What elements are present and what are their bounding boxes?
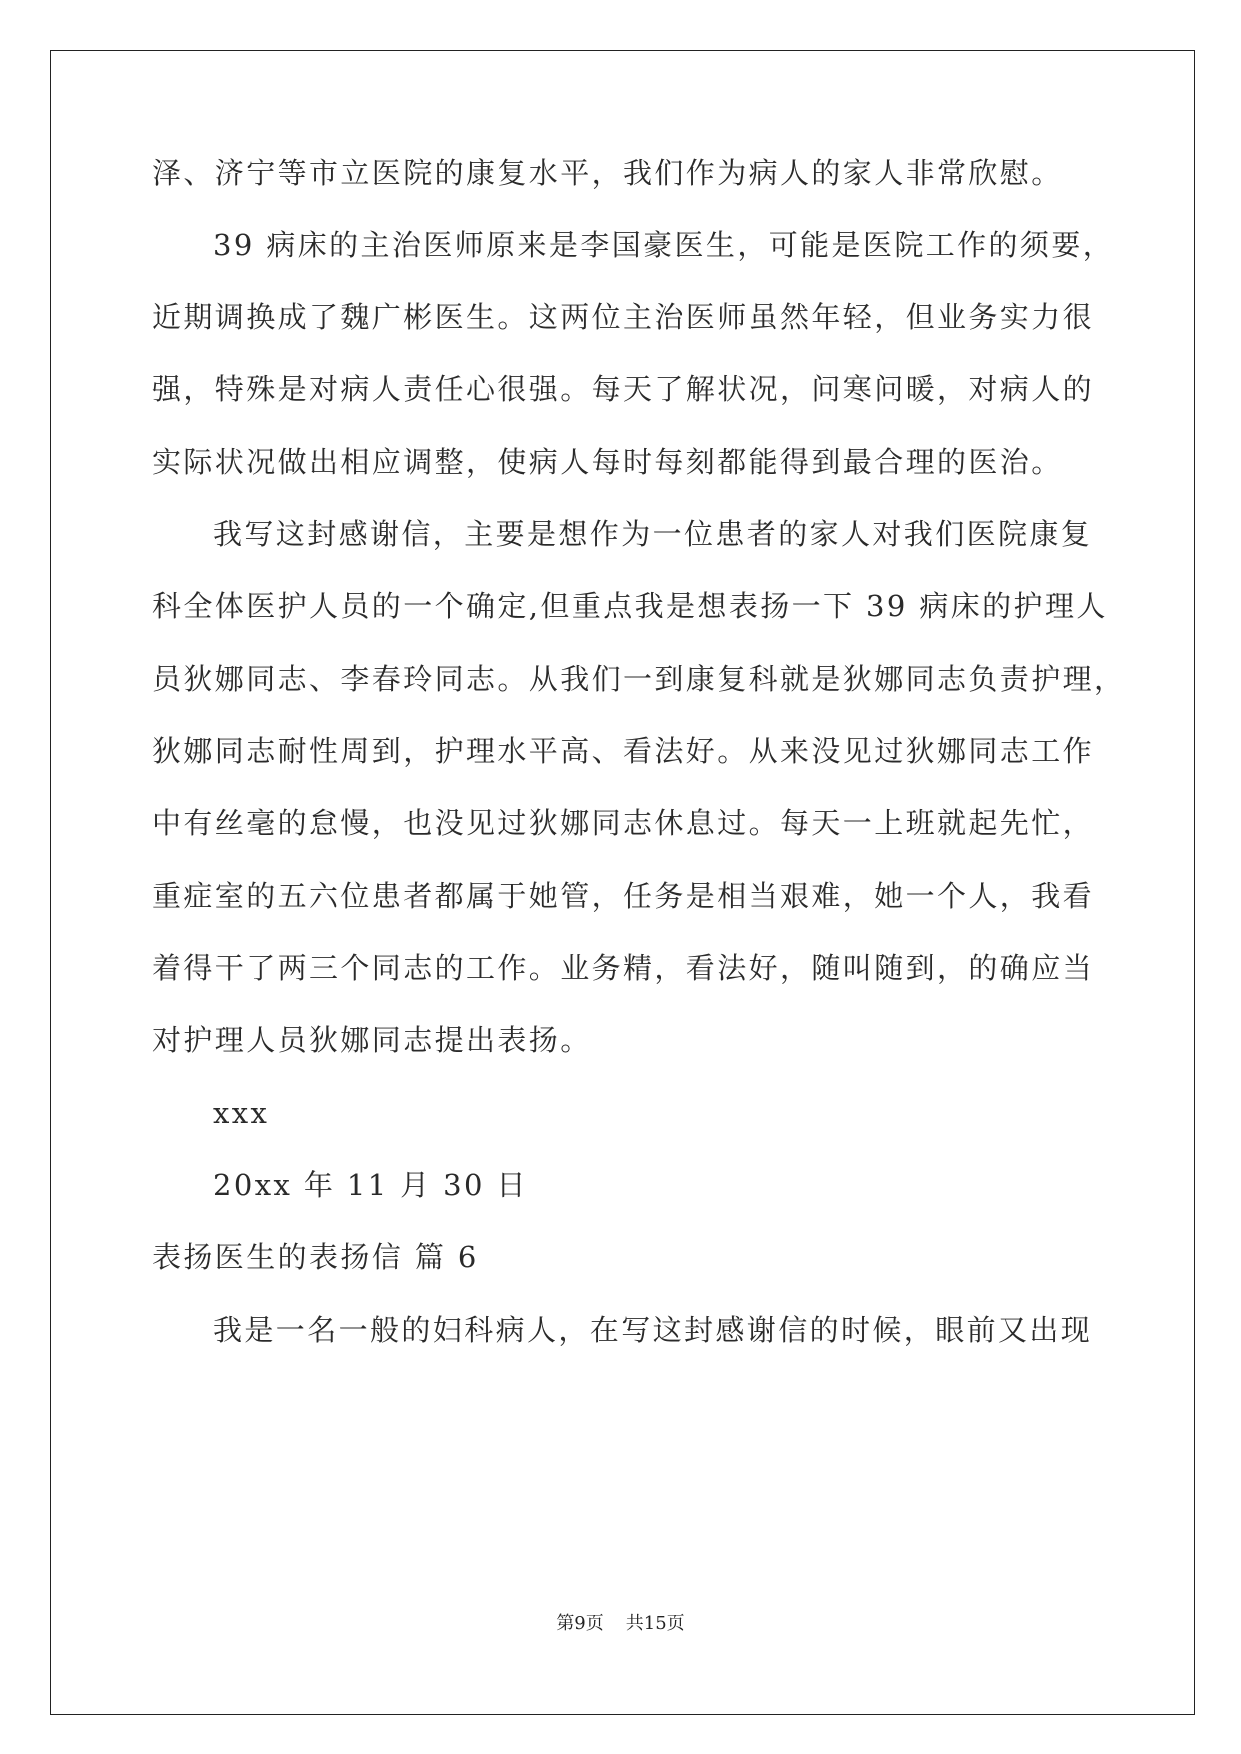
text-line: 近期调换成了魏广彬医生。这两位主治医师虽然年轻，但业务实力很: [152, 300, 1095, 334]
text-line: 着得干了两三个同志的工作。业务精，看法好，随叫随到，的确应当: [152, 951, 1095, 985]
text-line: 员狄娜同志、李春玲同志。从我们一到康复科就是狄娜同志负责护理，: [152, 662, 1126, 696]
text-line: 重症室的五六位患者都属于她管，任务是相当艰难，她一个人，我看: [152, 879, 1095, 913]
text-line: 狄娜同志耐性周到，护理水平高、看法好。从来没见过狄娜同志工作: [152, 734, 1095, 768]
date: 20xx 年 11 月 30 日: [213, 1168, 528, 1202]
text-line: 中有丝毫的怠慢，也没见过狄娜同志休息过。每天一上班就起先忙，: [152, 806, 1095, 840]
text-line: 39 病床的主治医师原来是李国豪医生，可能是医院工作的须要，: [213, 228, 1115, 262]
text-line: 强，特殊是对病人责任心很强。每天了解状况，问寒问暖，对病人的: [152, 372, 1095, 406]
text-line: 实际状况做出相应调整，使病人每时每刻都能得到最合理的医治。: [152, 445, 1063, 479]
current-page-label: 第9页: [556, 1613, 604, 1634]
signature: xxx: [213, 1096, 270, 1130]
text-line: 我写这封感谢信，主要是想作为一位患者的家人对我们医院康复: [213, 517, 1093, 551]
page-footer: [0, 1612, 1241, 1636]
text-line: 泽、济宁等市立医院的康复水平，我们作为病人的家人非常欣慰。: [152, 156, 1063, 190]
section-heading: 表扬医生的表扬信 篇 6: [152, 1240, 479, 1274]
text-line: 对护理人员狄娜同志提出表扬。: [152, 1023, 592, 1057]
text-line: 科全体医护人员的一个确定,但重点我是想表扬一下 39 病床的护理人: [152, 589, 1108, 623]
text-line: 我是一名一般的妇科病人，在写这封感谢信的时候，眼前又出现: [213, 1313, 1093, 1347]
total-pages-label: 共15页: [625, 1613, 685, 1634]
